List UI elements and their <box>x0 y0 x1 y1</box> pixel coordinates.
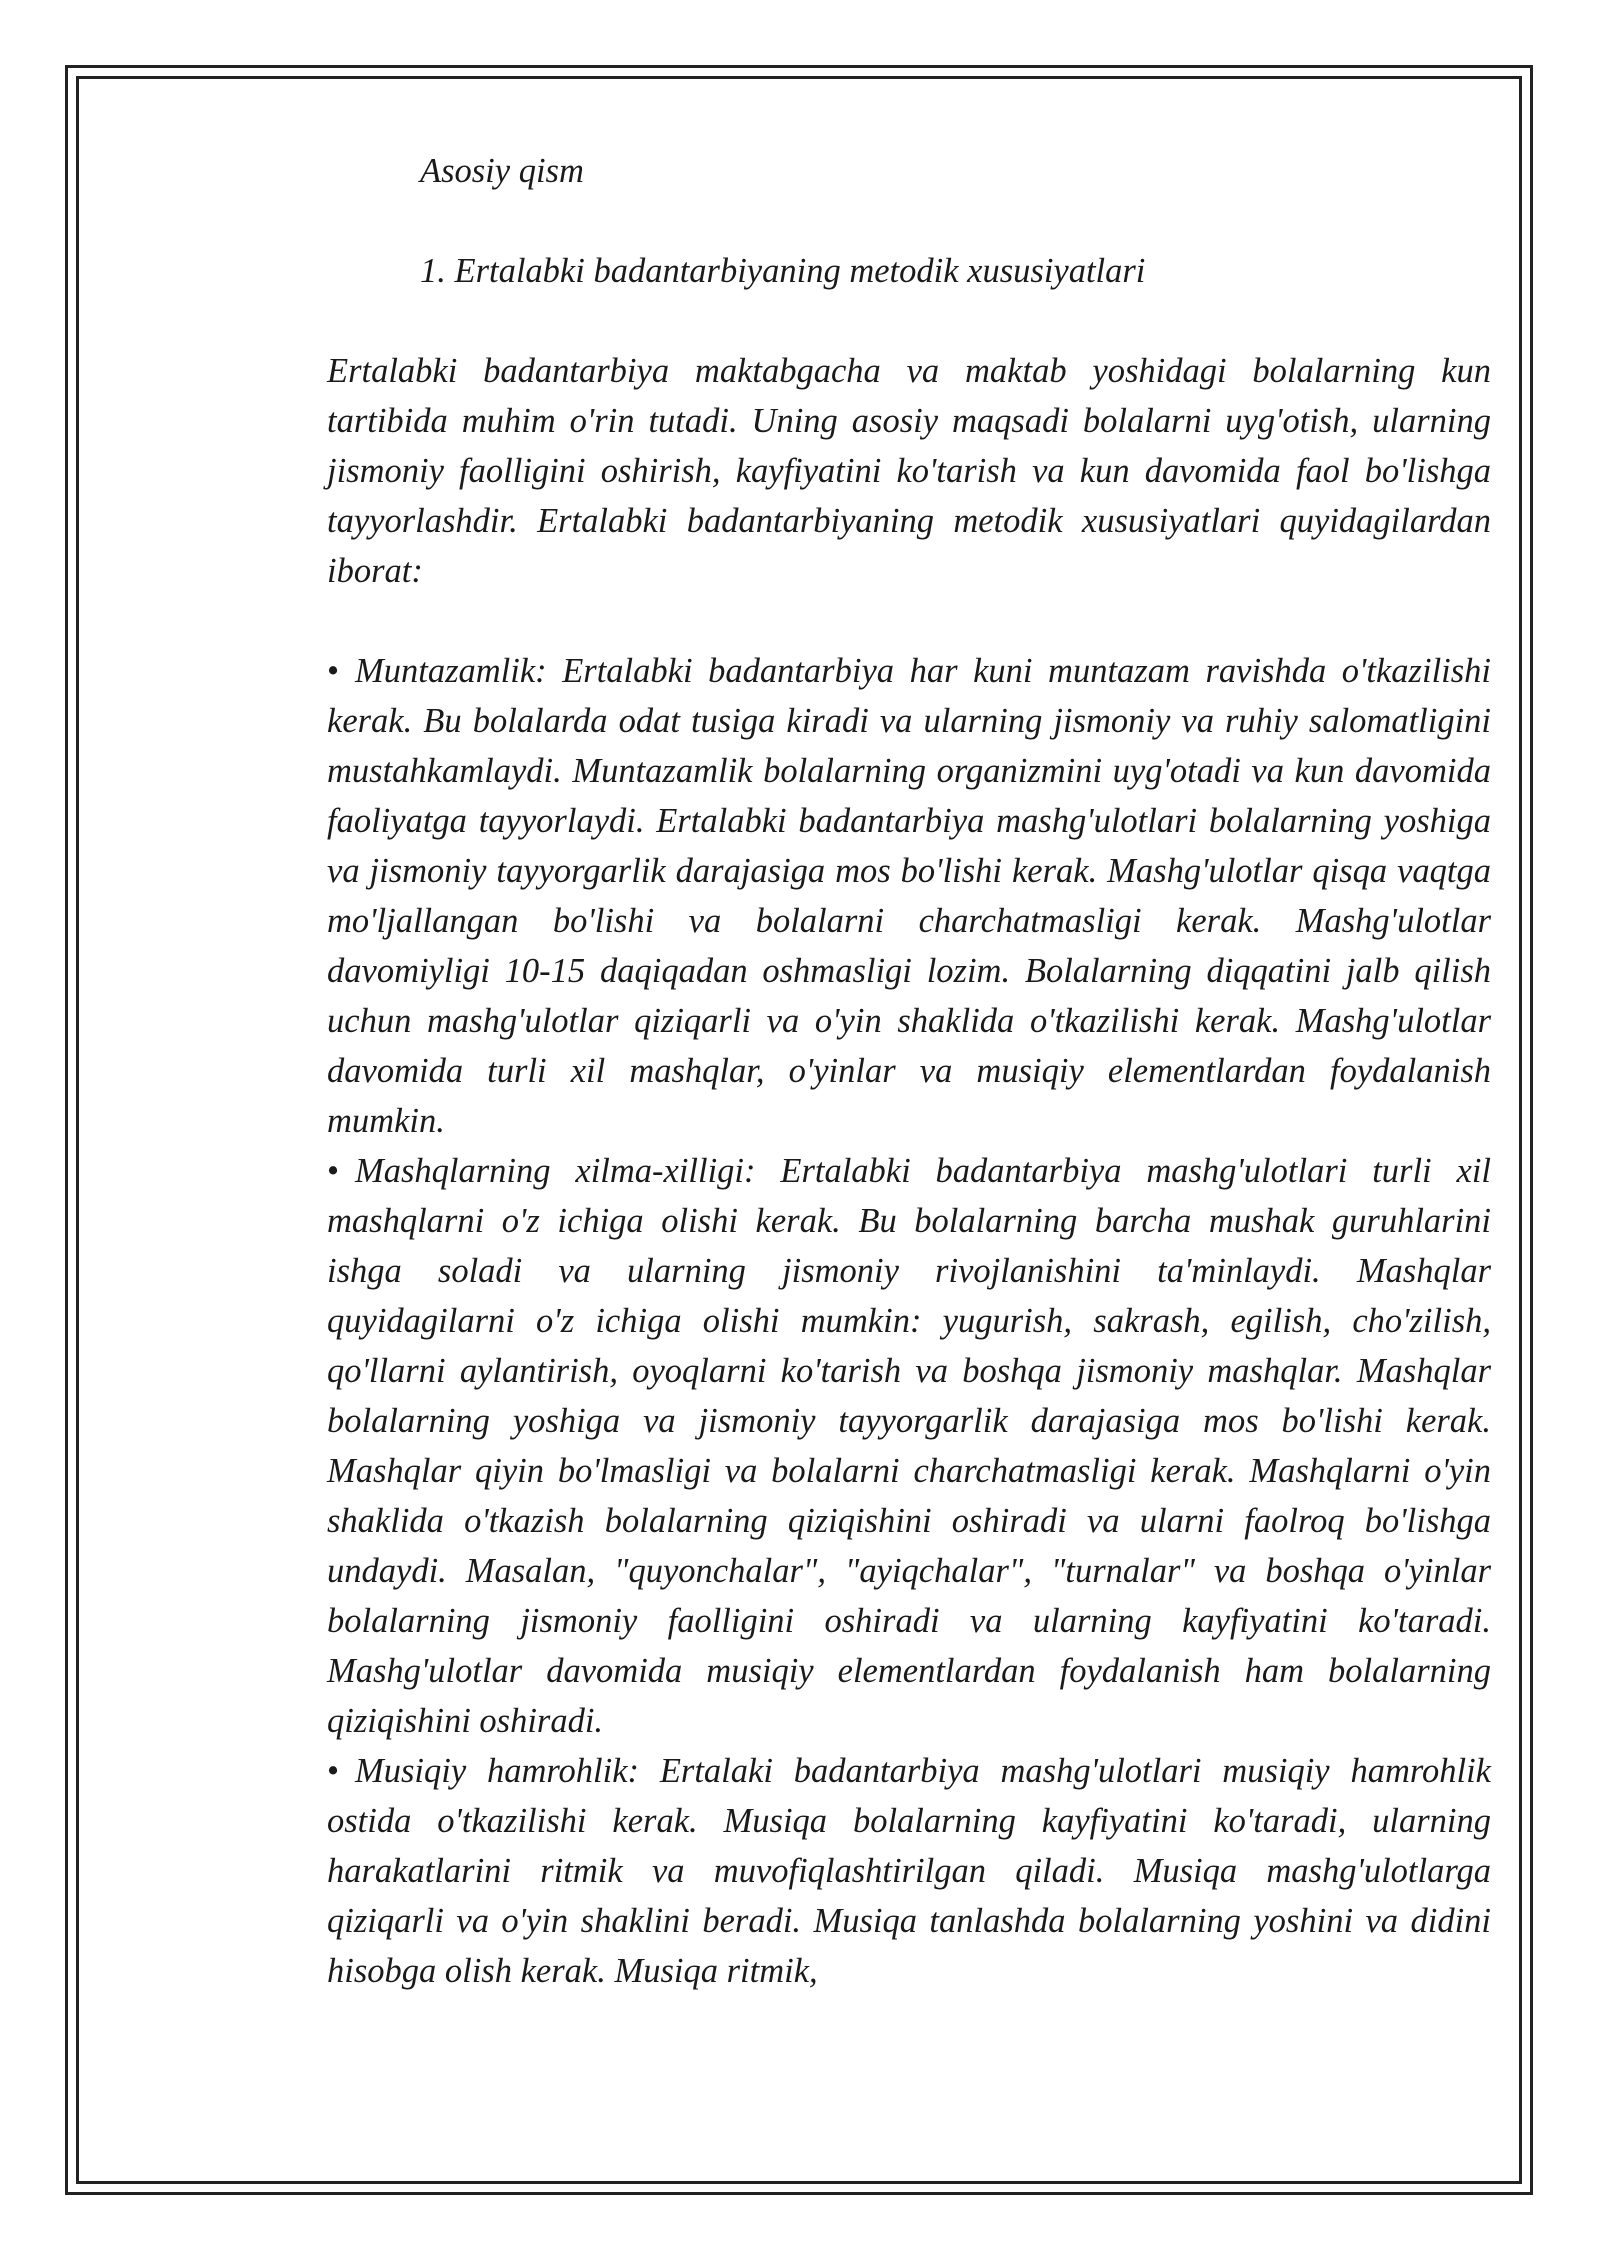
bullet-marker: • <box>327 652 340 690</box>
bullet-text: Musiqiy hamrohlik: Ertalaki badantarbiya mashg'ulotlari musiqiy hamrohlik ostida o'tkazilishi kerak. Musiqa bolalarning kayfiyatini ko'taradi, ularning harakatlarini ritmik va muvofiqlashtirilgan qiladi. Musiqa mashg'ulotlarga qiziqarli va o'yin shaklini beradi. Musiqa tanlashda bolalarning yoshini va didini hisobga olish kerak. Musiqa ritmik, <box>327 1752 1491 1990</box>
intro-paragraph: Ertalabki badantarbiya maktabgacha va maktab yoshidagi bolalarning kun tartibida muhim o'rin tutadi. Uning asosiy maqsadi bolalarni uyg'otish, ularning jismoniy faolligini oshirish, kayfiyatini ko'tarish va kun davomida faol bo'lishga tayyorlashdir. Ertalabki badantarbiyaning metodik xususiyatlari quyidagilardan iborat: <box>327 352 1491 590</box>
bullet-text: Muntazamlik: Ertalabki badantarbiya har kuni muntazam ravishda o'tkazilishi kerak. Bu bolalarda odat tusiga kiradi va ularning jismoniy va ruhiy salomatligini mustahkamlaydi. Muntazamlik bolalarning organizmini uyg'otadi va kun davomida faoliyatga tayyorlaydi. Ertalabki badantarbiya mashg'ulotlari bolalarning yoshiga va jismoniy tayyorgarlik darajasiga mos bo'lishi kerak. Mashg'ulotlar qisqa vaqtga mo'ljallangan bo'lishi va bolalarni charchatmasligi kerak. Mashg'ulotlar davomiyligi 10-15 daqiqadan oshmasligi lozim. Bolalarning diqqatini jalb qilish uchun mashg'ulotlar qiziqarli va o'yin shaklida o'tkazilishi kerak. Mashg'ulotlar davomida turli xil mashqlar, o'yinlar va musiqiy elementlardan foydalanish mumkin. <box>327 652 1491 1140</box>
bullet-paragraph-xilma-xillik <box>327 1146 1491 1746</box>
bullet-marker: • <box>327 1752 340 1790</box>
bullet-paragraph-muntazamlik <box>327 646 1491 1146</box>
subheading: 1. Ertalabki badantarbiyaning metodik xususiyatlari <box>420 252 1146 290</box>
section-heading: Asosiy qism <box>420 152 584 190</box>
bullet-text: Mashqlarning xilma-xilligi: Ertalabki badantarbiya mashg'ulotlari turli xil mashqlarni o'z ichiga olishi kerak. Bu bolalarning barcha mushak guruhlarini ishga soladi va ularning jismoniy rivojlanishini ta'minlaydi. Mashqlar quyidagilarni o'z ichiga olishi mumkin: yugurish, sakrash, egilish, cho'zilish, qo'llarni aylantirish, oyoqlarni ko'tarish va boshqa jismoniy mashqlar. Mashqlar bolalarning yoshiga va jismoniy tayyorgarlik darajasiga mos bo'lishi kerak. Mashqlar qiyin bo'lmasligi va bolalarni charchatmasligi kerak. Mashqlarni o'yin shaklida o'tkazish bolalarning qiziqishini oshiradi va ularni faolroq bo'lishga undaydi. Masalan, "quyonchalar", "ayiqchalar", "turnalar" va boshqa o'yinlar bolalarning jismoniy faolligini oshiradi va ularning kayfiyatini ko'taradi. Mashg'ulotlar davomida musiqiy elementlardan foydalanish ham bolalarning qiziqishini oshiradi. <box>327 1152 1491 1740</box>
bullet-paragraph-musiqiy-hamrohlik <box>327 1746 1491 1996</box>
bullet-marker: • <box>327 1152 340 1190</box>
document-body <box>327 146 1491 1996</box>
